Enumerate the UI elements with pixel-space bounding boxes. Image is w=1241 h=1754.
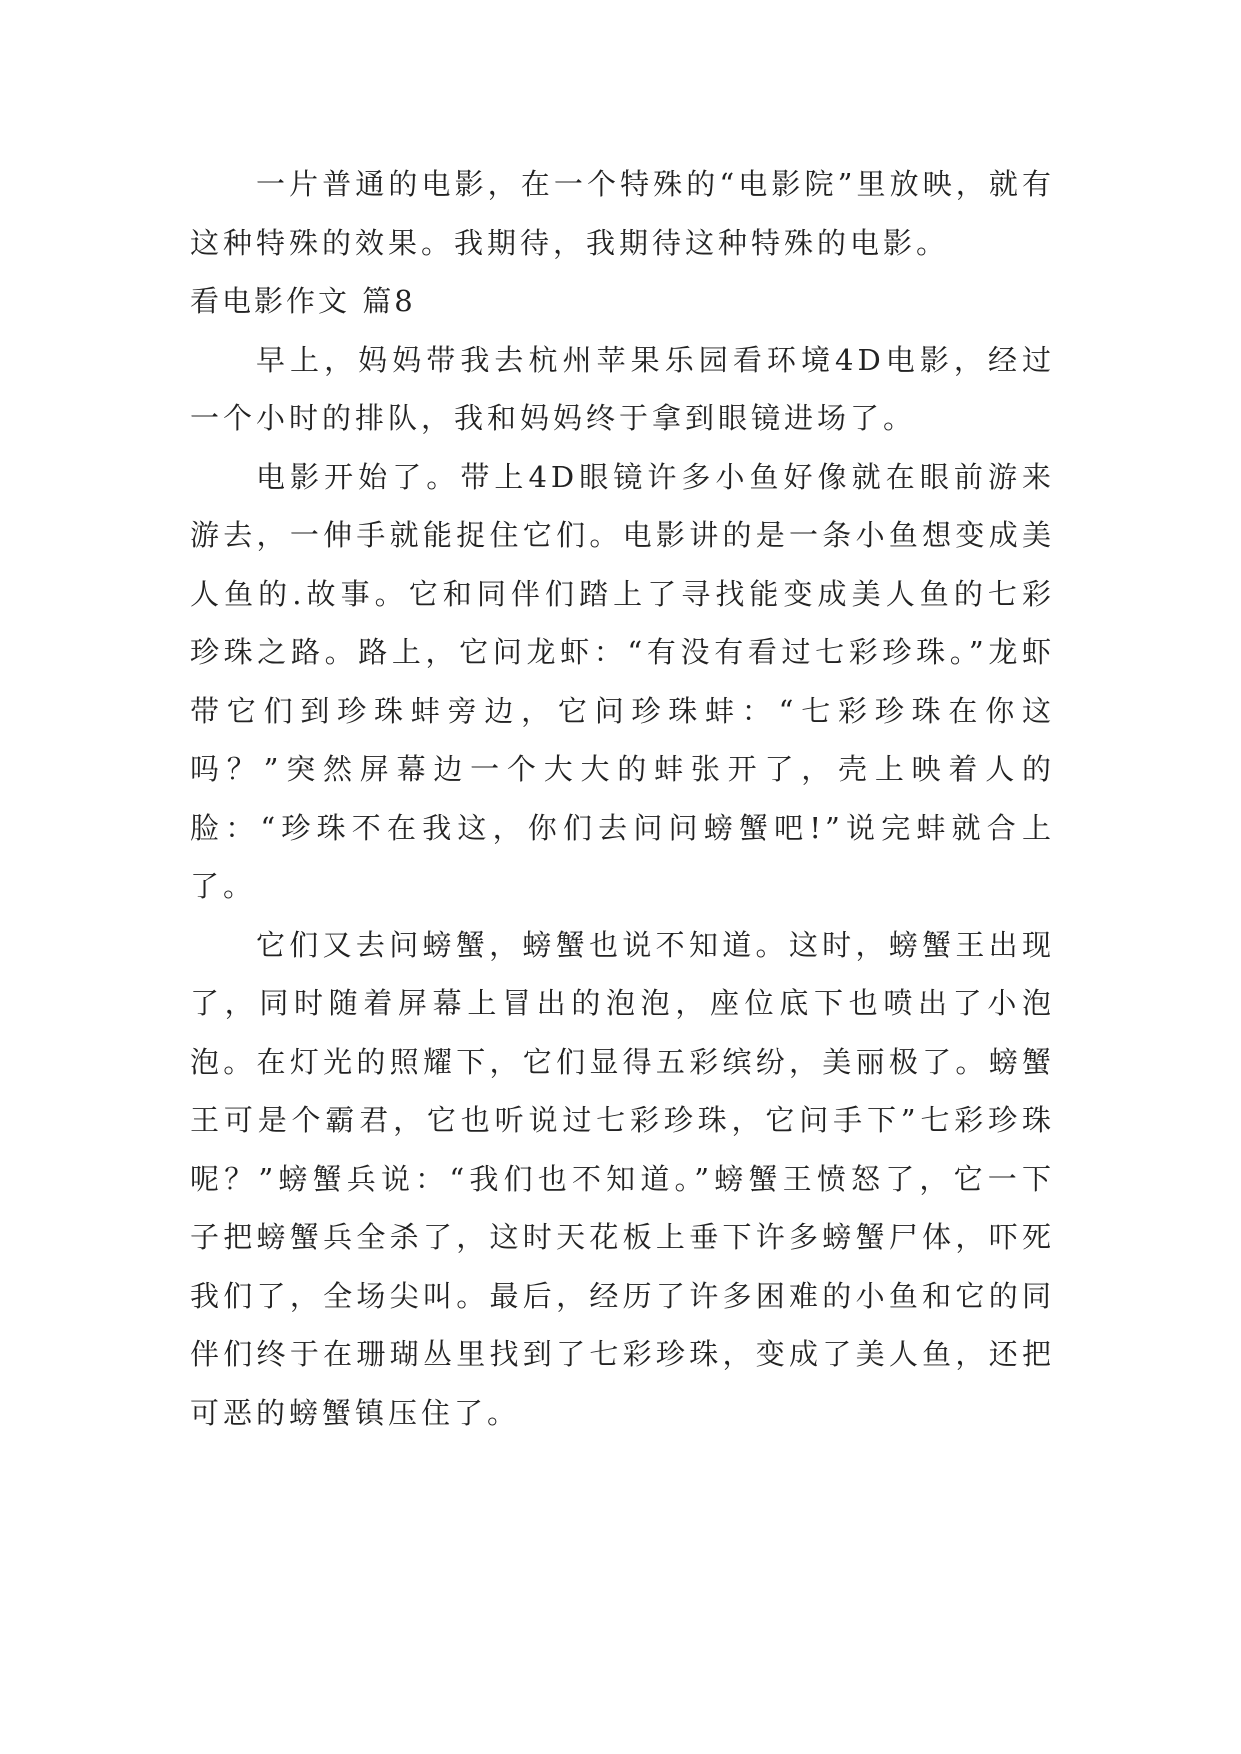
paragraph-2: 电影开始了。带上4D眼镜许多小鱼好像就在眼前游来游去，一伸手就能捉住它们。电影讲的是一条小鱼想变成美人鱼的.故事。它和同伴们踏上了寻找能变成美人鱼的七彩珍珠之路。路上，它问龙虾：“有没有看过七彩珍珠。”龙虾带它们到珍珠蚌旁边，它问珍珠蚌：“七彩珍珠在你这吗？”突然屏幕边一个大大的蚌张开了，壳上映着人的脸：“珍珠不在我这，你们去问问螃蟹吧!”说完蚌就合上了。 — [190, 459, 1055, 903]
paragraph-1: 早上，妈妈带我去杭州苹果乐园看环境4D电影，经过一个小时的排队，我和妈妈终于拿到眼镜进场了。 — [190, 342, 1055, 435]
section-heading: 看电影作文 篇8 — [190, 284, 416, 318]
paragraph-intro: 一片普通的电影，在一个特殊的“电影院”里放映，就有这种特殊的效果。我期待，我期待这种特殊的电影。 — [190, 167, 1055, 260]
document-body — [190, 155, 1055, 1442]
paragraph-3: 它们又去问螃蟹，螃蟹也说不知道。这时，螃蟹王出现了，同时随着屏幕上冒出的泡泡，座位底下也喷出了小泡泡。在灯光的照耀下，它们显得五彩缤纷，美丽极了。螃蟹王可是个霸君，它也听说过七彩珍珠，它问手下”七彩珍珠呢？”螃蟹兵说：“我们也不知道。”螃蟹王愤怒了，它一下子把螃蟹兵全杀了，这时天花板上垂下许多螃蟹尸体，吓死我们了，全场尖叫。最后，经历了许多困难的小鱼和它的同伴们终于在珊瑚丛里找到了七彩珍珠，变成了美人鱼，还把可恶的螃蟹镇压住了。 — [190, 927, 1055, 1430]
